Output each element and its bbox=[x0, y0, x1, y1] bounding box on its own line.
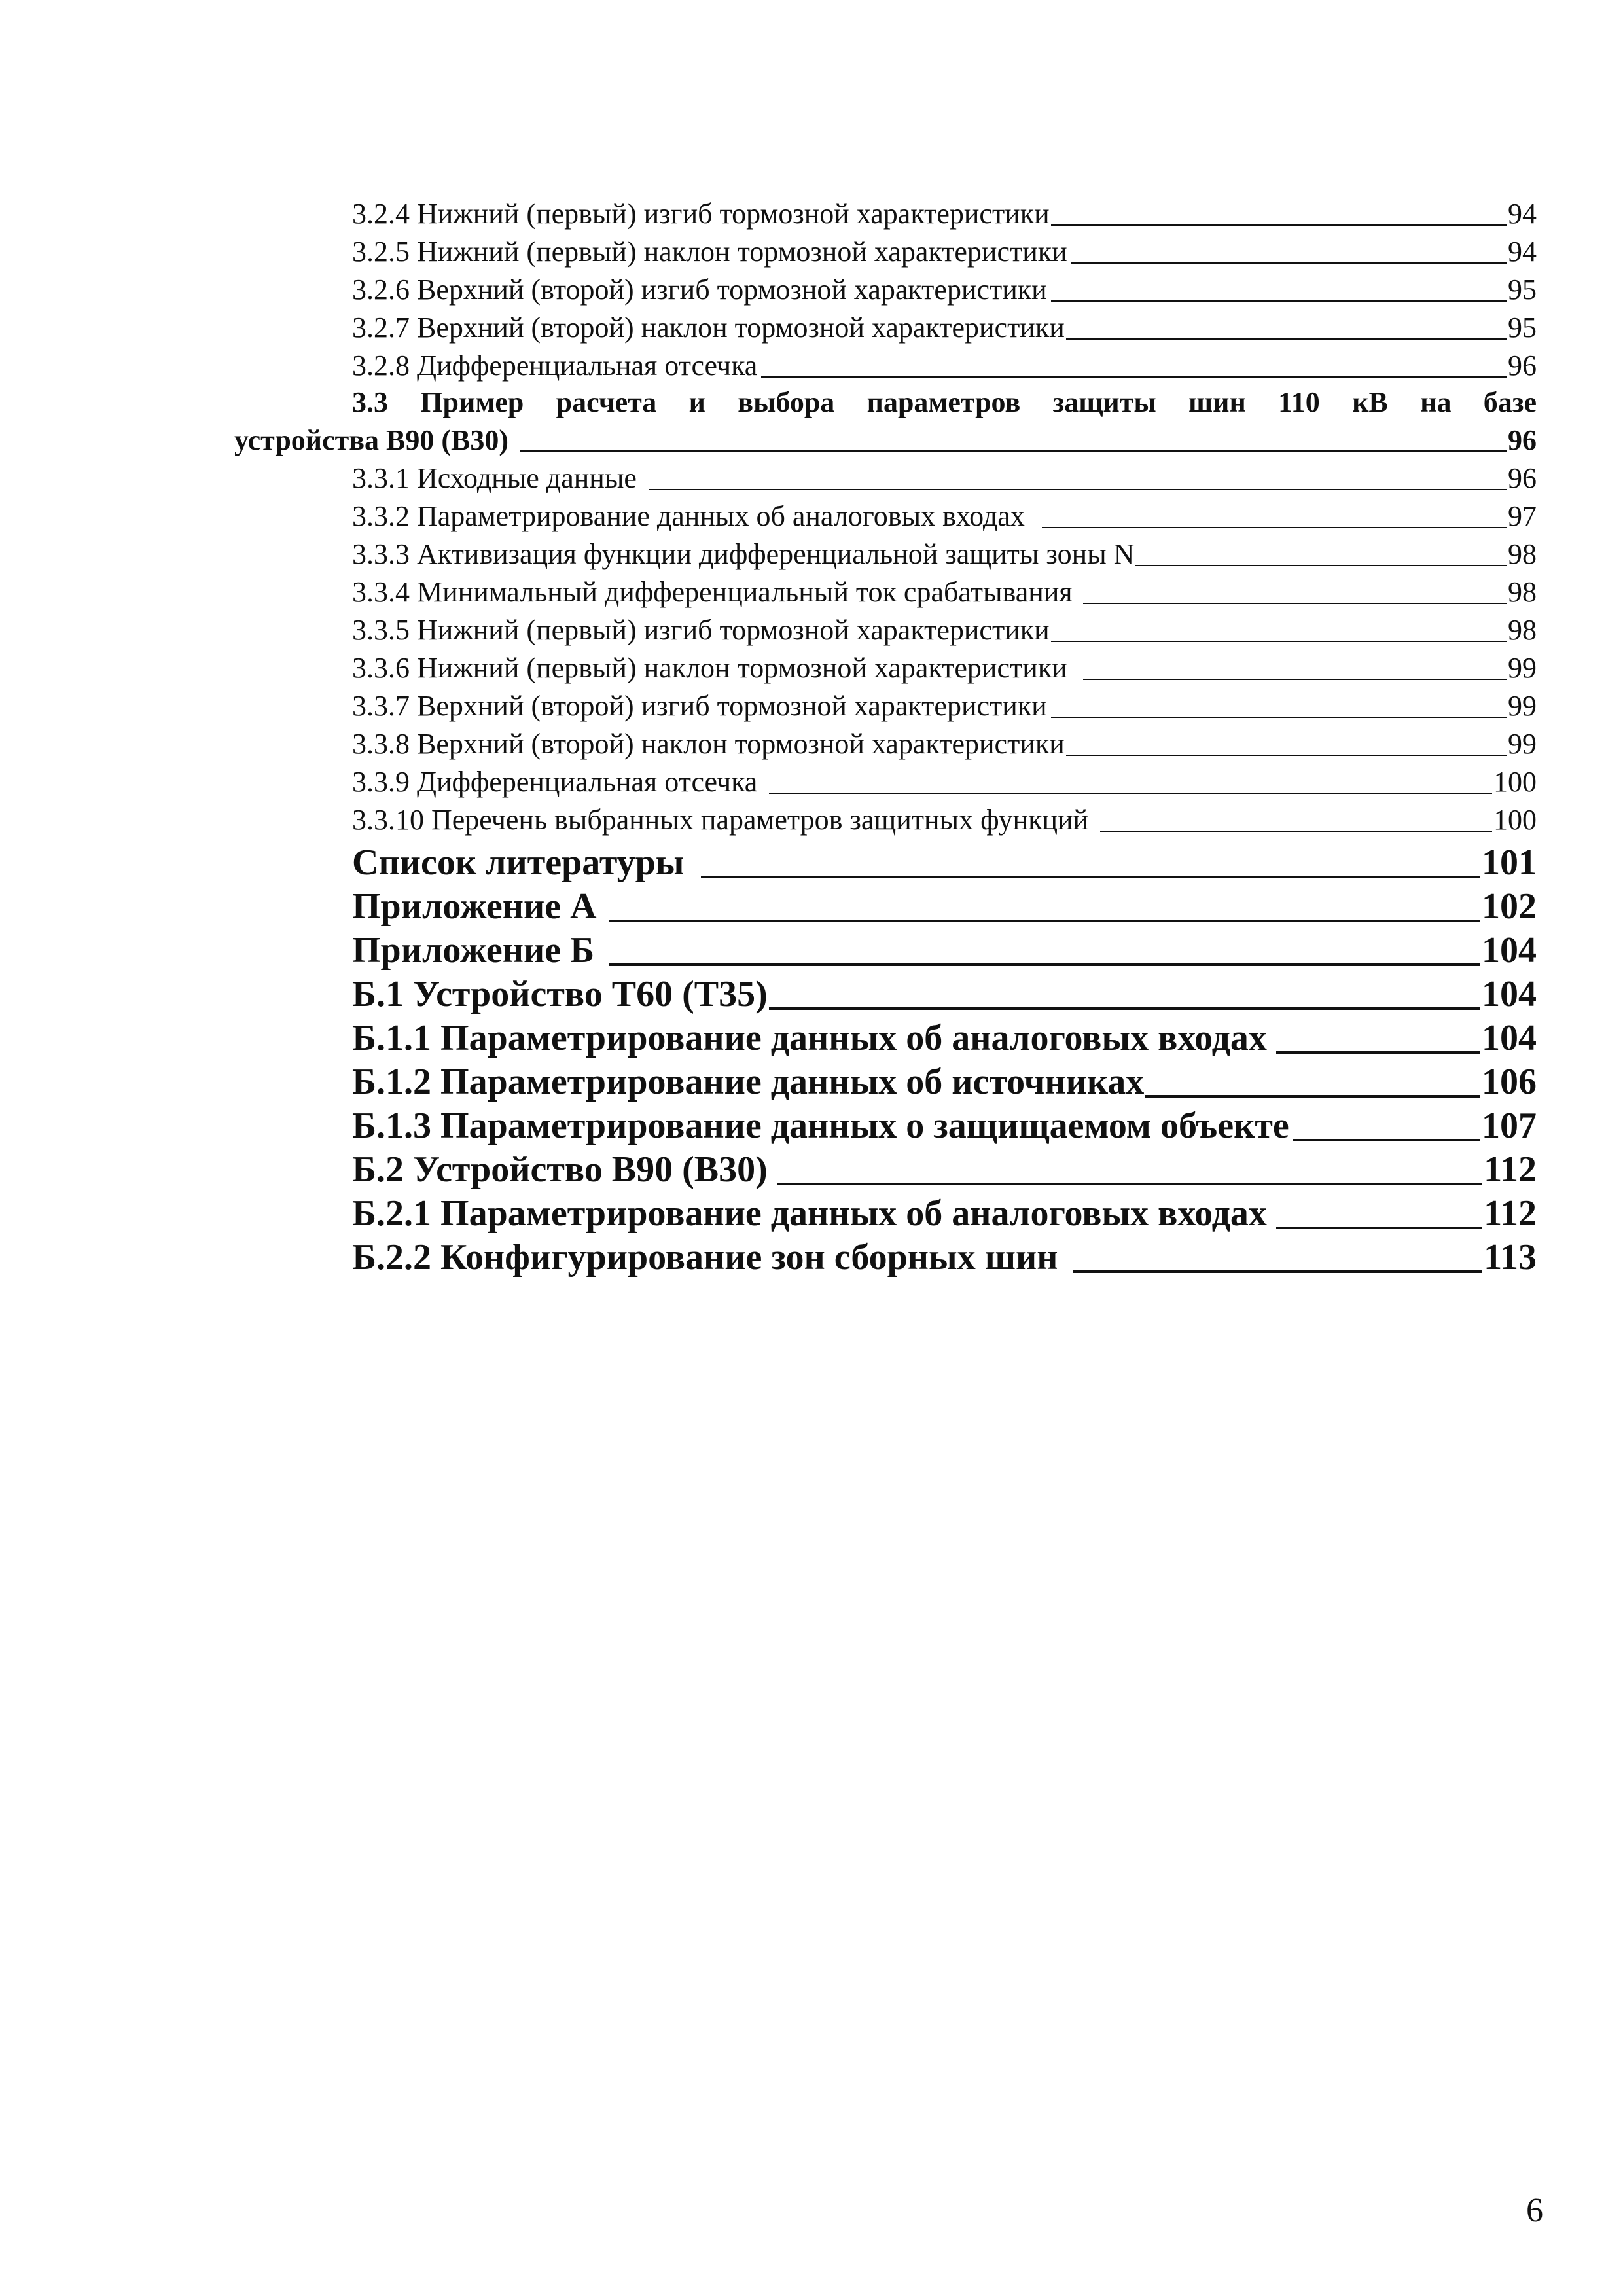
toc-leader-line bbox=[1066, 755, 1507, 756]
toc-entry-label: 3.2.6 Верхний (второй) изгиб тормозной характеристики bbox=[352, 274, 1047, 306]
toc-entry-3-3-8[interactable] bbox=[352, 725, 1537, 763]
toc-leader-line bbox=[1145, 1095, 1480, 1098]
toc-entry-label: 3.3.6 Нижний (первый) наклон тормозной характеристики bbox=[352, 652, 1067, 684]
toc-leader-line bbox=[769, 793, 1492, 794]
toc-leader-line bbox=[1042, 527, 1507, 528]
toc-entry-label: 3.3.1 Исходные данные bbox=[352, 462, 637, 494]
toc-entry-page: 106 bbox=[1482, 1062, 1537, 1102]
toc-leader-line bbox=[1276, 1051, 1480, 1054]
toc-entry-b1-2[interactable] bbox=[352, 1060, 1537, 1104]
toc-entry-3-2-4[interactable] bbox=[352, 195, 1537, 233]
toc-entry-references[interactable] bbox=[352, 840, 1537, 885]
page-number: 6 bbox=[1526, 2192, 1543, 2229]
toc-entry-3-3-9[interactable] bbox=[352, 763, 1537, 801]
toc-entry-page: 96 bbox=[1508, 462, 1537, 494]
toc-entry-page: 113 bbox=[1484, 1237, 1537, 1278]
toc-leader-line bbox=[609, 920, 1480, 922]
toc-entry-label: Б.2 Устройство B90 (B30) bbox=[352, 1149, 768, 1190]
toc-leader-line bbox=[777, 1183, 1482, 1185]
toc-entry-b1-1[interactable] bbox=[352, 1016, 1537, 1060]
toc-entry-page: 104 bbox=[1482, 1018, 1537, 1058]
toc-entry-page: 100 bbox=[1493, 804, 1537, 836]
toc-entry-label: 3.2.7 Верхний (второй) наклон тормозной характеристики bbox=[352, 312, 1065, 344]
toc-entry-label: Б.1.2 Параметрирование данных об источниках bbox=[352, 1062, 1145, 1102]
toc-entry-3-3-7[interactable] bbox=[352, 687, 1537, 725]
toc-entry-3-2-7[interactable] bbox=[352, 309, 1537, 347]
toc-entry-label: 3.3.3 Активизация функции дифференциальной защиты зоны N bbox=[352, 538, 1135, 570]
toc-entry-b1-3[interactable] bbox=[352, 1103, 1537, 1148]
toc-entry-label: 3.3.5 Нижний (первый) изгиб тормозной характеристики bbox=[352, 614, 1050, 646]
toc-entry-page: 98 bbox=[1508, 576, 1537, 608]
toc-leader-line bbox=[520, 450, 1507, 452]
toc-entry-page: 95 bbox=[1508, 274, 1537, 306]
toc-leader-line bbox=[1293, 1139, 1480, 1141]
toc-entry-page: 95 bbox=[1508, 312, 1537, 344]
toc-entry-3-3-5[interactable] bbox=[352, 611, 1537, 649]
toc-leader-line bbox=[1051, 224, 1507, 226]
toc-entry-3-2-8[interactable] bbox=[352, 347, 1537, 385]
toc-leader-line bbox=[1051, 300, 1507, 302]
toc-entry-label: Б.2.1 Параметрирование данных об аналоговых входах bbox=[352, 1193, 1267, 1234]
toc-entry-page: 97 bbox=[1508, 500, 1537, 532]
toc-entry-page: 96 bbox=[1508, 424, 1537, 456]
toc-entry-page: 107 bbox=[1482, 1105, 1537, 1146]
toc-entry-page: 99 bbox=[1508, 728, 1537, 760]
toc-entry-b2[interactable] bbox=[352, 1147, 1537, 1192]
toc-entry-page: 104 bbox=[1482, 930, 1537, 971]
toc-leader-line bbox=[701, 876, 1480, 878]
toc-entry-label: 3.3.4 Минимальный дифференциальный ток срабатывания bbox=[352, 576, 1073, 608]
toc-entry-label: 3.3.9 Дифференциальная отсечка bbox=[352, 766, 758, 798]
toc-leader-line bbox=[1135, 565, 1507, 566]
toc-entry-label: Приложение Б bbox=[352, 930, 595, 971]
toc-entry-label: 3.2.8 Дифференциальная отсечка bbox=[352, 350, 758, 382]
toc-entry-b2-2[interactable] bbox=[352, 1235, 1537, 1280]
toc-entry-3-3-4[interactable] bbox=[352, 573, 1537, 611]
toc-heading-3-3-line2[interactable] bbox=[234, 422, 1537, 459]
toc-entry-page: 112 bbox=[1484, 1193, 1537, 1234]
toc-leader-line bbox=[761, 376, 1507, 378]
toc-entry-page: 99 bbox=[1508, 690, 1537, 722]
toc-entry-3-3-2[interactable] bbox=[352, 497, 1537, 535]
toc-leader-line bbox=[1276, 1227, 1482, 1229]
toc-entry-label: Б.2.2 Конфигурирование зон сборных шин bbox=[352, 1237, 1058, 1278]
toc-entry-label: Приложение А bbox=[352, 886, 597, 927]
toc-leader-line bbox=[1051, 717, 1507, 718]
toc-leader-line bbox=[1083, 679, 1507, 680]
toc-entry-page: 99 bbox=[1508, 652, 1537, 684]
toc-entry-page: 94 bbox=[1508, 198, 1537, 230]
toc-leader-line bbox=[609, 963, 1480, 966]
toc-entry-page: 94 bbox=[1508, 236, 1537, 268]
toc-leader-line bbox=[649, 489, 1507, 490]
toc-entry-page: 104 bbox=[1482, 974, 1537, 1014]
toc-entry-b2-1[interactable] bbox=[352, 1191, 1537, 1236]
toc-entry-page: 112 bbox=[1484, 1149, 1537, 1190]
toc-entry-appendix-a[interactable] bbox=[352, 884, 1537, 929]
toc-entry-page: 100 bbox=[1493, 766, 1537, 798]
toc-entry-label: 3.3.2 Параметрирование данных об аналоговых входах bbox=[352, 500, 1025, 532]
toc-leader-line bbox=[769, 1007, 1480, 1010]
toc-entry-page: 98 bbox=[1508, 614, 1537, 646]
toc-entry-label: 3.3.8 Верхний (второй) наклон тормозной характеристики bbox=[352, 728, 1065, 760]
toc-entry-appendix-b[interactable] bbox=[352, 928, 1537, 973]
toc-entry-label: Б.1.1 Параметрирование данных об аналоговых входах bbox=[352, 1018, 1267, 1058]
toc-leader-line bbox=[1051, 641, 1507, 642]
toc-entry-3-2-5[interactable] bbox=[352, 233, 1537, 271]
toc-entry-label: Б.1.3 Параметрирование данных о защищаемом объекте bbox=[352, 1105, 1289, 1146]
toc-entry-3-3-1[interactable] bbox=[352, 459, 1537, 497]
toc-entry-label: Список литературы bbox=[352, 842, 685, 883]
toc-entry-label: 3.2.5 Нижний (первый) наклон тормозной характеристики bbox=[352, 236, 1067, 268]
toc-entry-3-3-3[interactable] bbox=[352, 535, 1537, 573]
toc-entry-3-2-6[interactable] bbox=[352, 271, 1537, 309]
toc-entry-label: 3.2.4 Нижний (первый) изгиб тормозной характеристики bbox=[352, 198, 1050, 230]
toc-entry-label: 3.3.7 Верхний (второй) изгиб тормозной характеристики bbox=[352, 690, 1047, 722]
toc-entry-label: Б.1 Устройство Т60 (Т35) bbox=[352, 974, 768, 1014]
toc-heading-label-cont: устройства B90 (B30) bbox=[234, 424, 509, 456]
toc-entry-b1[interactable] bbox=[352, 972, 1537, 1016]
toc-leader-line bbox=[1066, 338, 1507, 340]
toc-heading-label: 3.3 Пример расчета и выбора параметров защиты шин 110 кВ на базе bbox=[352, 386, 1537, 418]
toc-entry-page: 96 bbox=[1508, 350, 1537, 382]
toc-entry-3-3-6[interactable] bbox=[352, 649, 1537, 687]
toc-leader-line bbox=[1083, 603, 1507, 604]
toc-entry-page: 101 bbox=[1482, 842, 1537, 883]
toc-entry-label: 3.3.10 Перечень выбранных параметров защитных функций bbox=[352, 804, 1089, 836]
toc-leader-line bbox=[1100, 831, 1492, 832]
toc-entry-page: 102 bbox=[1482, 886, 1537, 927]
toc-leader-line bbox=[1071, 262, 1507, 264]
toc-entry-page: 98 bbox=[1508, 538, 1537, 570]
toc-heading-3-3-line1[interactable] bbox=[352, 384, 1537, 422]
toc-leader-line bbox=[1073, 1270, 1483, 1273]
toc-entry-3-3-10[interactable] bbox=[352, 801, 1537, 839]
